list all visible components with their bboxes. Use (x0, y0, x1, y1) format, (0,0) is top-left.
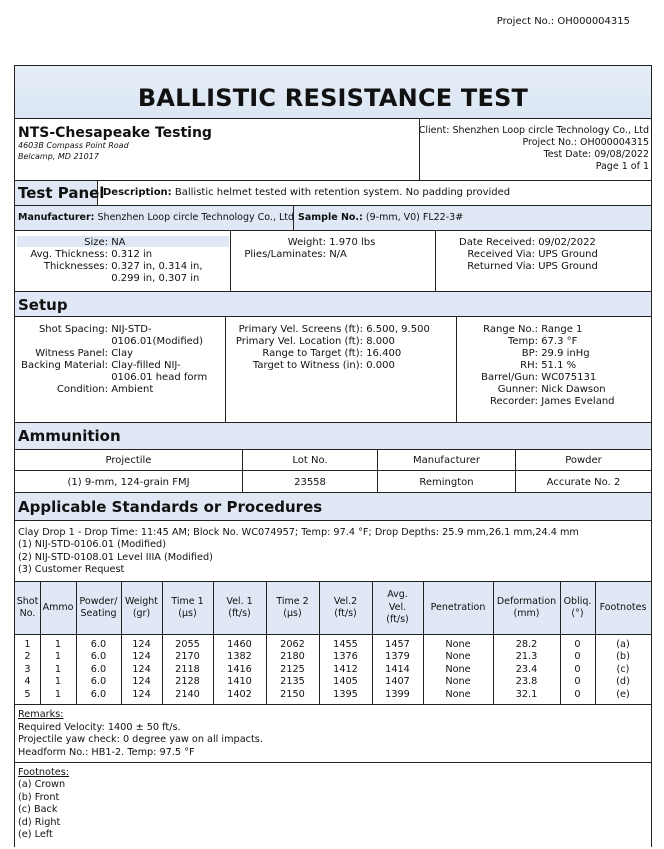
shot-cell-time2: 2150 (280, 688, 305, 700)
backing-material-value-2: 0106.01 head form (111, 372, 208, 383)
shot-header-powder (76, 596, 121, 621)
panel-weight (232, 237, 432, 261)
shot-cell-weight: 124 (132, 688, 151, 700)
size-value: NA (111, 237, 126, 248)
client-name: Client: Shenzhen Loop circle Technology Co., Ltd (418, 125, 649, 136)
shot-cell-obl: 0 (574, 688, 581, 700)
shot-cell-pen: None (445, 663, 471, 675)
recorder-value: James Eveland (541, 396, 615, 407)
divider (377, 449, 378, 492)
shot-cell-vel1: 1416 (227, 663, 252, 675)
manufacturer (18, 212, 294, 223)
shot-header-pen-line: Penetration (430, 601, 486, 613)
shot-cell-obl: 0 (574, 663, 581, 675)
range-to-target-value: 16.400 (366, 348, 402, 359)
shot-cell-def: 23.4 (515, 663, 538, 675)
thicknesses-value-1: 0.327 in, 0.314 in, (111, 261, 203, 272)
shot-cell-shot: 3 (24, 663, 31, 675)
shot-column-ammo (40, 639, 76, 701)
shot-cell-obl: 0 (574, 639, 581, 650)
shot-header-time2-line: (µs) (283, 608, 302, 619)
setup-velocity (227, 324, 455, 372)
shot-cell-weight: 124 (132, 651, 151, 663)
shot-header-vel2-line: Vel.2 (333, 595, 358, 607)
ammunition-heading: Ammunition (18, 427, 121, 445)
primary-vel-screens-label: Primary Vel. Screens (ft): (238, 324, 363, 335)
shot-cell-vel1: 1382 (227, 651, 252, 663)
divider (14, 470, 652, 471)
remarks-heading: Remarks: (18, 709, 64, 720)
ammo-manufacturer: Remington (419, 477, 474, 488)
shot-cell-pen: None (445, 651, 471, 663)
shot-cell-time2: 2125 (280, 663, 305, 675)
shot-header-weight (121, 596, 162, 621)
shot-cell-def: 23.8 (515, 676, 538, 688)
divider (14, 230, 652, 231)
shot-header-avg (372, 589, 423, 626)
shot-header-weight-line: (gr) (132, 608, 151, 619)
gunner-label: Gunner: (497, 384, 538, 395)
shot-spacing-label: Shot Spacing: (38, 324, 108, 335)
shot-header-vel2 (319, 596, 372, 621)
shot-cell-def: 28.2 (515, 639, 538, 650)
shot-header-vel1 (213, 596, 266, 621)
shot-header-obl-line: Obliq. (563, 595, 592, 607)
shot-column-powder (76, 639, 121, 701)
footnote-line: (d) Right (18, 816, 61, 828)
witness-panel-value: Clay (111, 348, 133, 359)
client-block (419, 125, 649, 173)
divider (293, 205, 294, 230)
primary-vel-location-label: Primary Vel. Location (ft): (235, 336, 363, 347)
gunner-value: Nick Dawson (541, 384, 606, 395)
ammo-header-projectile: Projectile (105, 455, 152, 466)
footnotes (18, 767, 69, 841)
shot-cell-time1: 2170 (175, 651, 200, 663)
shot-header-time1-line: (µs) (178, 608, 197, 619)
shot-header-vel1-line: Vel. 1 (226, 595, 253, 607)
shot-cell-ammo: 1 (54, 651, 62, 663)
shot-header-avg-line: (ft/s) (386, 614, 409, 626)
shot-header-vel1-line: (ft/s) (228, 608, 251, 619)
divider (14, 634, 652, 635)
shot-cell-weight: 124 (132, 663, 151, 675)
shot-cell-def: 32.1 (515, 688, 538, 700)
barrel-gun-value: WC075131 (541, 372, 597, 383)
report-title: BALLISTIC RESISTANCE TEST (137, 84, 529, 112)
divider (230, 230, 231, 291)
remark-line: Projectile yaw check: 0 degree yaw on all impacts. (18, 734, 263, 746)
shot-column-foot (595, 639, 651, 701)
avg-thickness-value: 0.312 in (111, 249, 153, 260)
backing-material-value-1: Clay-filled NIJ- (111, 360, 181, 371)
shot-cell-vel1: 1460 (227, 639, 252, 650)
shot-cell-ammo: 1 (54, 639, 62, 650)
ammo-lot: 23558 (294, 477, 326, 488)
sample-number (298, 212, 463, 223)
shot-cell-time2: 2135 (280, 676, 305, 688)
footnote-line: (c) Back (18, 804, 58, 816)
target-to-witness-label: Target to Witness (in): (252, 360, 363, 371)
shot-cell-avg: 1399 (385, 688, 410, 700)
shot-cell-foot: (d) (616, 676, 630, 688)
shot-column-weight (121, 639, 162, 701)
shot-spacing-value-1: NIJ-STD- (111, 324, 152, 335)
ammo-header-manufacturer: Manufacturer (413, 455, 480, 466)
sample-label: Sample No.: (298, 212, 363, 223)
project-number-top: Project No.: OH000004315 (496, 16, 630, 27)
shot-header-powder-line: Powder/ (79, 595, 118, 607)
shot-cell-def: 21.3 (515, 651, 538, 663)
shot-header-def-line: (mm) (513, 608, 540, 619)
shot-column-avg (372, 639, 423, 701)
weight-label: Weight: (287, 237, 326, 248)
shot-header-time2-line: Time 2 (276, 595, 309, 607)
footnote-line: (a) Crown (18, 779, 66, 791)
panel-dimensions (18, 237, 228, 285)
description-value: Ballistic helmet tested with retention system. No padding provided (174, 187, 511, 198)
standard-2: (2) NIJ-STD-0108.01 Level IIIA (Modified) (18, 551, 213, 563)
shot-header-foot-line: Footnotes (599, 601, 647, 613)
temp-label: Temp: (507, 336, 538, 347)
range-no-value: Range 1 (541, 324, 583, 335)
barrel-gun-label: Barrel/Gun: (481, 372, 538, 383)
shot-header-foot (595, 602, 651, 614)
primary-vel-location-value: 8.000 (366, 336, 395, 347)
shot-cell-avg: 1457 (385, 639, 410, 650)
lab-address-1: 4603B Compass Point Road (18, 141, 129, 150)
date-received-value: 09/02/2022 (538, 237, 596, 248)
lab-name: NTS-Chesapeake Testing (18, 125, 212, 141)
received-via-value: UPS Ground (538, 249, 598, 260)
divider (14, 762, 652, 763)
shot-cell-obl: 0 (574, 676, 581, 688)
shot-header-obl-line: (°) (571, 608, 584, 619)
shot-cell-ammo: 1 (54, 688, 62, 700)
shot-header-ammo (40, 602, 76, 614)
rh-value: 51.1 % (541, 360, 577, 371)
shot-header-obl (560, 596, 595, 621)
avg-thickness-label: Avg. Thickness: (30, 249, 108, 260)
shot-cell-avg: 1414 (385, 663, 410, 675)
shot-cell-avg: 1379 (385, 651, 410, 663)
shot-cell-powder: 6.0 (90, 651, 107, 663)
condition-label: Condition: (56, 384, 108, 395)
shot-header-time2 (266, 596, 319, 621)
shot-header-time1 (162, 596, 213, 621)
shot-cell-powder: 6.0 (90, 639, 107, 650)
shot-cell-foot: (c) (616, 663, 630, 675)
panel-description (103, 187, 510, 198)
footnotes-heading: Footnotes: (18, 767, 70, 778)
shot-column-obl (560, 639, 595, 701)
shot-cell-weight: 124 (132, 639, 151, 650)
range-to-target-label: Range to Target (ft): (262, 348, 363, 359)
remark-line: Headform No.: HB1-2. Temp: 97.5 °F (18, 746, 195, 758)
thicknesses-value-2: 0.299 in, 0.307 in (111, 273, 200, 284)
shot-cell-powder: 6.0 (90, 688, 107, 700)
shot-cell-weight: 124 (132, 676, 151, 688)
divider (14, 118, 652, 119)
plies-value: N/A (329, 249, 347, 260)
shot-header-vel2-line: (ft/s) (334, 608, 357, 619)
standards-heading: Applicable Standards or Procedures (18, 498, 323, 516)
ammo-header-lot: Lot No. (292, 455, 328, 466)
shot-cell-time2: 2062 (280, 639, 305, 650)
shot-header-def-line: Deformation (496, 595, 557, 607)
divider (14, 316, 652, 317)
shot-cell-time2: 2180 (280, 651, 305, 663)
shot-cell-vel2: 1412 (333, 663, 358, 675)
weight-value: 1.970 lbs (329, 237, 376, 248)
backing-material-label: Backing Material: (21, 360, 108, 371)
shot-cell-shot: 2 (24, 651, 31, 663)
manufacturer-value: Shenzhen Loop circle Technology Co., Ltd (97, 212, 295, 223)
shot-header-avg-line: Avg. (387, 589, 408, 601)
temp-value: 67.3 °F (541, 336, 578, 347)
setup-heading: Setup (18, 296, 68, 314)
divider (242, 449, 243, 492)
recorder-label: Recorder: (489, 396, 538, 407)
test-date: Test Date: 09/08/2022 (543, 149, 649, 160)
footnote-line: (b) Front (18, 791, 60, 803)
shot-header-powder-line: Seating (80, 608, 117, 619)
footnote-line: (e) Left (18, 829, 53, 841)
divider (14, 449, 652, 450)
date-received-label: Date Received: (459, 237, 535, 248)
shot-cell-foot: (b) (616, 651, 630, 663)
shot-cell-time1: 2128 (175, 676, 200, 688)
shot-column-vel1 (213, 639, 266, 701)
plies-label: Plies/Laminates: (244, 249, 326, 260)
clay-drop-line: Clay Drop 1 - Drop Time: 11:45 AM; Block No. WC074957; Temp: 97.4 °F; Drop Depths: 25.9 mm,26.1 mm,24.4 mm (18, 527, 579, 538)
target-to-witness-value: 0.000 (366, 360, 395, 371)
thicknesses-label: Thicknesses: (43, 261, 108, 272)
returned-via-label: Returned Via: (467, 261, 535, 272)
bp-label: BP: (521, 348, 538, 359)
shot-cell-shot: 1 (24, 639, 31, 650)
manufacturer-label: Manufacturer: (18, 212, 95, 223)
setup-conditions (458, 324, 650, 408)
shot-header-pen (423, 602, 493, 614)
shot-cell-time1: 2055 (175, 639, 200, 650)
returned-via-value: UPS Ground (538, 261, 598, 272)
panel-receipt (437, 237, 649, 273)
shot-spacing-value-2: 0106.01(Modified) (111, 336, 204, 347)
client-project: Project No.: OH000004315 (522, 137, 649, 148)
range-no-label: Range No.: (483, 324, 538, 335)
shot-header-shot (15, 596, 40, 621)
shot-cell-vel2: 1405 (333, 676, 358, 688)
ammo-projectile: (1) 9-mm, 124-grain FMJ (67, 477, 190, 488)
ammo-powder: Accurate No. 2 (546, 477, 621, 488)
test-panel-heading: Test Panel (18, 184, 105, 202)
shot-column-time1 (162, 639, 213, 701)
divider (225, 316, 226, 422)
shot-cell-vel2: 1376 (333, 651, 358, 663)
divider (515, 449, 516, 492)
shot-cell-pen: None (445, 688, 471, 700)
shot-cell-shot: 5 (24, 688, 31, 700)
ammo-header-powder: Powder (565, 455, 602, 466)
lab-address-2: Belcamp, MD 21017 (18, 152, 99, 161)
shot-cell-avg: 1407 (385, 676, 410, 688)
remark-line: Required Velocity: 1400 ± 50 ft/s. (18, 721, 181, 733)
bp-value: 29.9 inHg (541, 348, 590, 359)
standards-list (18, 527, 579, 576)
divider (14, 180, 652, 181)
shot-cell-time1: 2140 (175, 688, 200, 700)
shot-cell-foot: (e) (616, 688, 630, 700)
received-via-label: Received Via: (467, 249, 535, 260)
sample-value: (9-mm, V0) FL22-3# (365, 212, 464, 223)
divider (456, 316, 457, 422)
primary-vel-screens-value: 6.500, 9.500 (366, 324, 430, 335)
shot-header-def (493, 596, 560, 621)
standard-1: (1) NIJ-STD-0106.01 (Modified) (18, 539, 166, 551)
shot-column-pen (423, 639, 493, 701)
shot-cell-obl: 0 (574, 651, 581, 663)
divider (14, 520, 652, 521)
shot-cell-time1: 2118 (175, 663, 200, 675)
shot-header-shot-line: No. (19, 608, 36, 619)
shot-header-ammo-line: Ammo (42, 601, 74, 613)
shot-cell-vel1: 1402 (227, 688, 252, 700)
divider (435, 230, 436, 291)
shot-cell-powder: 6.0 (90, 663, 107, 675)
shot-cell-pen: None (445, 676, 471, 688)
size-label: Size: (84, 237, 108, 248)
shot-cell-powder: 6.0 (90, 676, 107, 688)
shot-header-time1-line: Time 1 (171, 595, 204, 607)
shot-column-time2 (266, 639, 319, 701)
remarks (18, 709, 263, 759)
standard-3: (3) Customer Request (18, 563, 125, 575)
shot-cell-pen: None (445, 639, 471, 650)
condition-value: Ambient (111, 384, 154, 395)
shot-cell-vel1: 1410 (227, 676, 252, 688)
page-number: Page 1 of 1 (595, 161, 649, 172)
shot-cell-vel2: 1455 (333, 639, 358, 650)
description-label: Description: (103, 187, 172, 198)
shot-header-weight-line: Weight (124, 595, 159, 607)
shot-column-shot (15, 639, 40, 701)
divider (14, 704, 652, 705)
divider (97, 180, 98, 205)
shot-cell-ammo: 1 (54, 663, 62, 675)
shot-cell-foot: (a) (616, 639, 630, 650)
witness-panel-label: Witness Panel: (35, 348, 108, 359)
shot-header-shot-line: Shot (16, 595, 39, 607)
shot-cell-vel2: 1395 (333, 688, 358, 700)
shot-cell-ammo: 1 (54, 676, 62, 688)
shot-column-def (493, 639, 560, 701)
shot-header-avg-line: Vel. (388, 601, 407, 613)
section-band (15, 292, 651, 316)
shot-column-vel2 (319, 639, 372, 701)
shot-cell-shot: 4 (24, 676, 31, 688)
setup-materials (18, 324, 223, 396)
rh-label: RH: (520, 360, 538, 371)
